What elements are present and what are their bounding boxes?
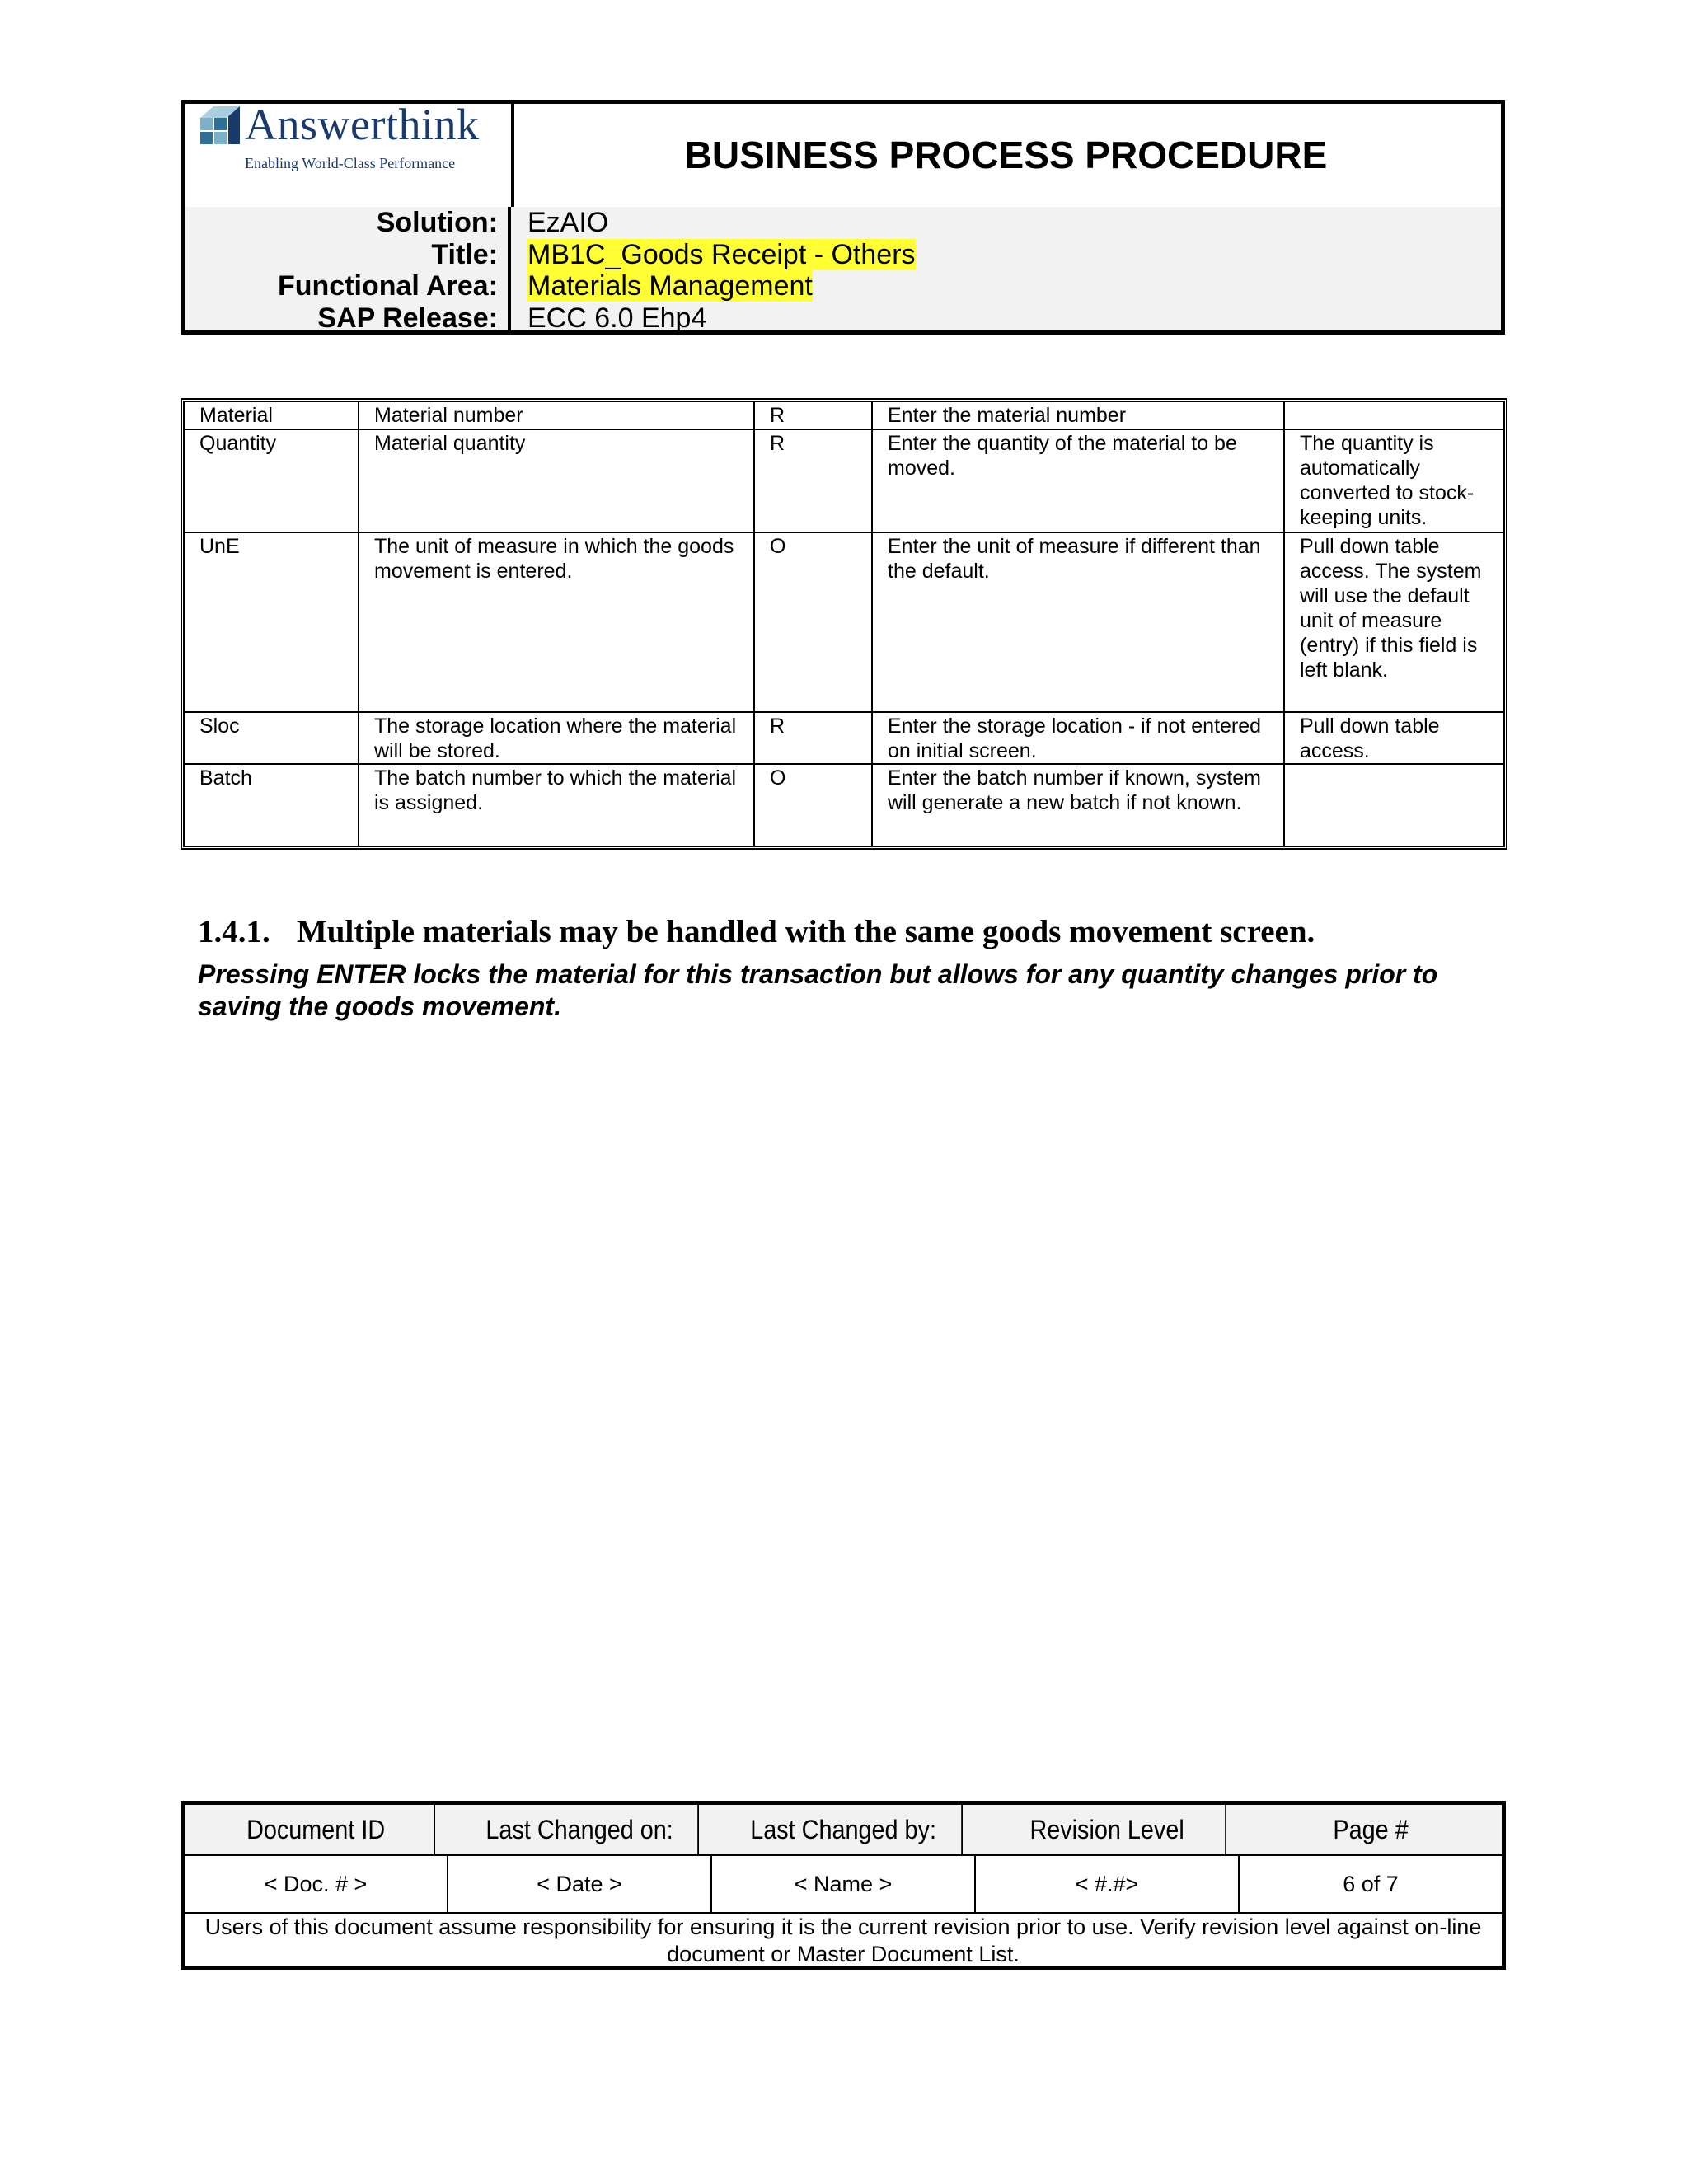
sap-release-value: ECC 6.0 Ehp4 <box>528 302 707 334</box>
table-cell: R <box>754 402 872 429</box>
section-heading <box>198 913 1315 950</box>
table-cell: Enter the unit of measure if different than the default. <box>872 532 1284 712</box>
header-top-row <box>185 100 1501 210</box>
footer-header-row <box>185 1805 1502 1856</box>
section-number: 1.4.1. <box>198 914 270 949</box>
table-row <box>185 402 1503 429</box>
table-cell: The storage location where the material will be stored. <box>359 712 754 764</box>
table-cell: Enter the storage location - if not entered on initial screen. <box>872 712 1284 764</box>
footer-header-cell: Last Changed on: <box>462 1805 699 1854</box>
meta-values <box>514 207 1501 334</box>
table-cell: The quantity is automatically converted to stock-keeping units. <box>1284 429 1503 532</box>
footer-header-cell: Document ID <box>198 1805 435 1854</box>
table-cell: Pull down table access. <box>1284 712 1503 764</box>
sap-release-label: SAP Release: <box>317 302 498 334</box>
header-meta <box>185 207 1501 334</box>
table-cell: The batch number to which the material is assigned. <box>359 764 754 846</box>
section-heading-text: Multiple materials may be handled with the same goods movement screen. <box>297 914 1315 949</box>
document-footer <box>181 1801 1506 1970</box>
table-cell: Enter the quantity of the material to be moved. <box>872 429 1284 532</box>
footer-value-cell: < Date > <box>448 1856 712 1912</box>
logo-tagline: Enabling World-Class Performance <box>245 155 456 171</box>
table-cell: Pull down table access. The system will use the default unit of measure (entry) if this field is left blank. <box>1284 532 1503 712</box>
table-cell: Material <box>185 402 359 429</box>
document-header <box>181 100 1505 335</box>
table-cell: Enter the batch number if known, system will generate a new batch if not known. <box>872 764 1284 846</box>
table-cell: Material number <box>359 402 754 429</box>
logo-name: Answerthink <box>245 100 480 149</box>
document-title: BUSINESS PROCESS PROCEDURE <box>684 134 1328 176</box>
table-cell: O <box>754 532 872 712</box>
table-row <box>185 429 1503 532</box>
footer-value-cell: < Name > <box>712 1856 976 1912</box>
footer-header-cell: Page # <box>1333 1815 1409 1844</box>
solution-label: Solution: <box>376 207 498 238</box>
footer-disclaimer: Users of this document assume responsibility for ensuring it is the current revision prior to use. Verify revision level against on-line document or Master Document List. <box>204 1915 1482 1966</box>
functional-area-label: Functional Area: <box>278 270 498 302</box>
solution-value: EzAIO <box>528 207 609 238</box>
table-cell: The unit of measure in which the goods movement is entered. <box>359 532 754 712</box>
table-row <box>185 764 1503 846</box>
table-cell: Enter the material number <box>872 402 1284 429</box>
table-cell: Quantity <box>185 429 359 532</box>
title-label: Title: <box>431 238 498 270</box>
table-cell: O <box>754 764 872 846</box>
meta-labels <box>185 207 511 334</box>
logo-mark-icon <box>200 106 240 146</box>
table-row <box>185 532 1503 712</box>
table-cell: Batch <box>185 764 359 846</box>
table-cell <box>1284 764 1503 846</box>
table-cell: R <box>754 429 872 532</box>
table-cell <box>1284 402 1503 429</box>
table-cell: UnE <box>185 532 359 712</box>
functional-area-value: Materials Management <box>528 270 813 302</box>
footer-value-cell: < #.#> <box>976 1856 1240 1912</box>
field-definitions-table <box>181 398 1507 850</box>
footer-header-cell: Last Changed by: <box>725 1805 963 1854</box>
footer-value-row <box>185 1856 1502 1914</box>
footer-value-cell: < Doc. # > <box>185 1856 448 1912</box>
table-cell: Material quantity <box>359 429 754 532</box>
title-value: MB1C_Goods Receipt - Others <box>528 238 916 270</box>
table-row <box>185 712 1503 764</box>
table-cell: R <box>754 712 872 764</box>
company-logo <box>185 100 514 207</box>
section-note: Pressing ENTER locks the material for this transaction but allows for any quantity changes prior to saving the goods movement. <box>198 959 1438 1021</box>
footer-value-cell: 6 of 7 <box>1343 1872 1399 1896</box>
table-cell: Sloc <box>185 712 359 764</box>
footer-header-cell: Revision Level <box>989 1805 1226 1854</box>
